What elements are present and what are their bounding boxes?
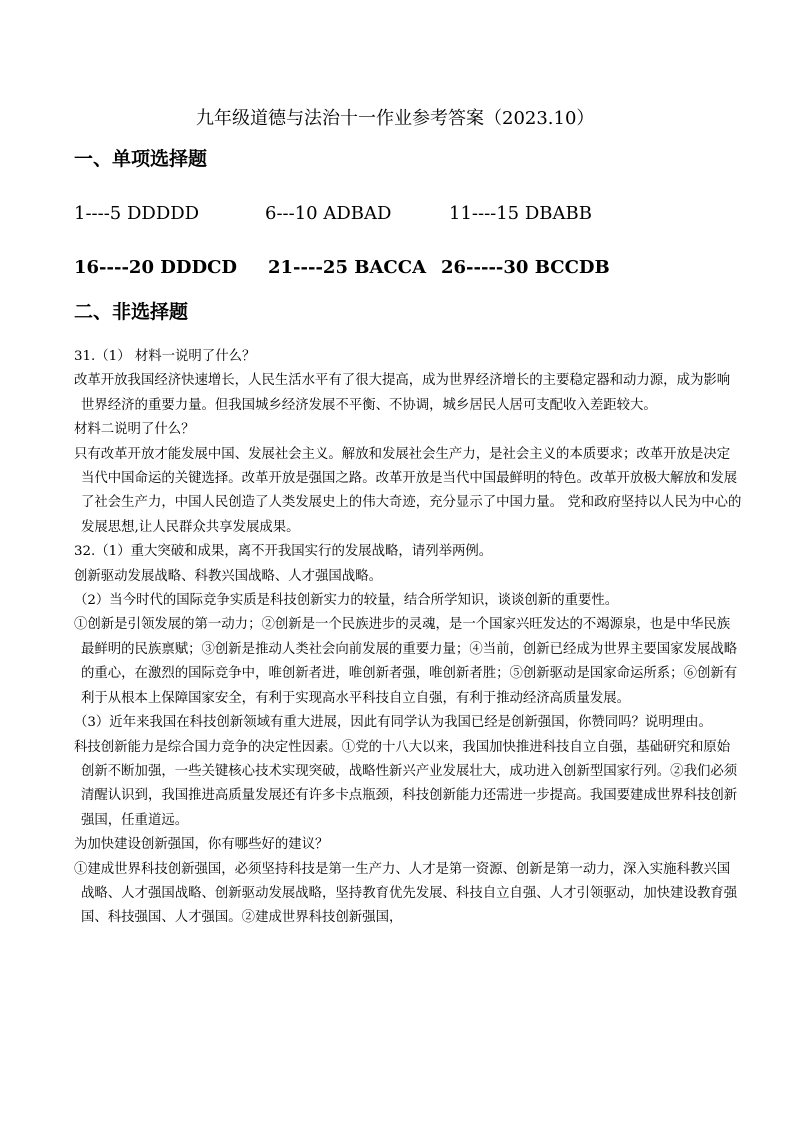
section-heading-multiple-choice: 一、单项选择题 [74,148,208,170]
question-text: 材料二说明了什么？ [74,422,195,438]
answer-group: 16----20 DDDCD [74,257,238,278]
answer-group: 26-----30 BCCDB [441,257,610,278]
answer-group: 11----15 DBABB [449,203,592,224]
answer-text: 科技创新能力是综合国力竞争的决定性因素。①党的十八大以来，我国加快推进科技自立自强，基础研究和原始创新不断加强，一些关键核心技术实现突破，战略性新兴产业发展壮大，成功进入创新型国家行列。②我们必须清醒认识到，我国推进高质量发展还有许多卡点瓶颈，科技创新能力还需进一步提高。我国要建成世界科技创新强国，任重道远。 [74,739,738,828]
section-heading-non-choice: 二、非选择题 [74,301,189,323]
question-31-1: 31.（1） 材料一说明了什么？ [74,349,256,364]
answer-text: ①建成世界科技创新强国，必须坚持科技是第一生产力、人才是第一资源、创新是第一动力，深入实施科教兴国战略、人才强国战略、创新驱动发展战略，坚持教育优先发展、科技自立自强、人才引领驱动，加快建设教育强国、科技强国、人才强国。②建成世界科技创新强国， [74,861,738,926]
answer-group: 1----5 DDDDD [74,203,200,224]
question-text: 为加快建设创新强国，你有哪些好的建议？ [74,837,329,853]
answer-text: ①创新是引领发展的第一动力；②创新是一个民族进步的灵魂，是一个国家兴旺发达的不竭源泉，也是中华民族最鲜明的民族禀赋；③创新是推动人类社会向前发展的重要力量；④当前，创新已经成为世界主要国家发展战略的重心，在激烈的国际竞争中，唯创新者进，唯创新者强，唯创新者胜；⑤创新驱动是国家命运所系；⑥创新有利于从根本上保障国家安全，有利于实现高水平科技自立自强，有利于推动经济高质量发展。 [74,617,738,706]
answer-body [74,345,742,931]
answer-group: 21----25 BACCA [268,257,427,278]
answer-text: 创新驱动发展战略、科教兴国战略、人才强国战略。 [74,568,382,584]
answer-group: 6---10 ADBAD [265,203,392,224]
question-32-2: （2）当今时代的国际竞争实质是科技创新实力的较量，结合所学知识，谈谈创新的重要性。 [74,593,619,609]
answer-text: 改革开放我国经济快速增长，人民生活水平有了很大提高，成为世界经济增长的主要稳定器和动力源，成为影响世界经济的重要力量。但我国城乡经济发展不平衡、不协调，城乡居民人居可支配收入差距较大。 [74,373,731,413]
page-title: 九年级道德与法治十一作业参考答案（2023.10） [196,108,595,129]
question-32-3: （3）近年来我国在科技创新领域有重大进展，因此有同学认为我国已经是创新强国，你赞同吗？说明理由。 [74,715,712,731]
question-32-1: 32.（1）重大突破和成果，离不开我国实行的发展战略，请列举两例。 [74,544,493,560]
answer-text: 只有改革开放才能发展中国、发展社会主义。解放和发展社会生产力，是社会主义的本质要求；改革开放是决定当代中国命运的关键选择。改革开放是强国之路。改革开放是当代中国最鲜明的特色。改革开放极大解放和发展了社会生产力，中国人民创造了人类发展史上的伟大奇迹，充分显示了中国力量。 党和政府坚持以人民为中心的发展思想,让人民群众共享发展成果。 [74,446,742,535]
